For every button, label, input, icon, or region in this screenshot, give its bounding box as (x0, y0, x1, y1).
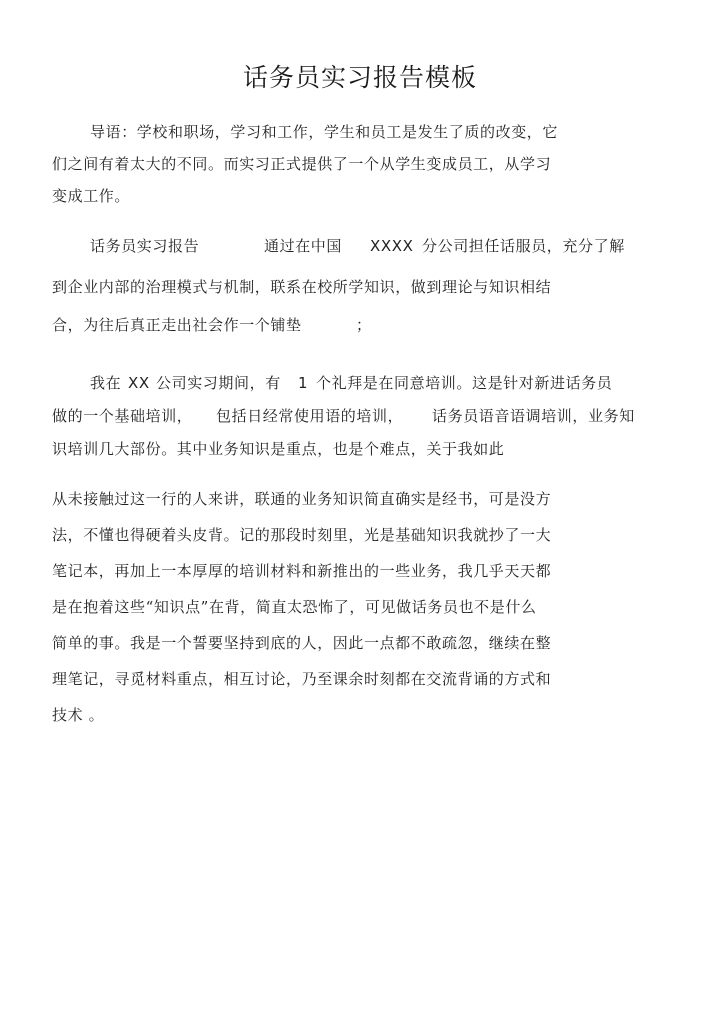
p4-line-6: 理笔记，寻觅材料重点，相互讨论，乃至课余时刻都在交流背诵的方式和 (52, 670, 552, 688)
p1-line-1: 导语：学校和职场，学习和工作，学生和员工是发生了质的改变，它 (90, 123, 559, 141)
p3-line-1-d: 1 (298, 374, 309, 392)
p4-line-3: 笔记本，再加上一本厚厚的培训材料和新推出的一些业务，我几乎天天都 (52, 562, 552, 580)
p1-line-2: 们之间有着太大的不同。而实习正式提供了一个从学生变成员工，从学习 (52, 155, 552, 173)
p1-line-3: 变成工作。 (52, 187, 131, 205)
p3-line-1-c: 公司实习期间，有 (156, 374, 281, 392)
p3-line-3: 识培训几大部份。其中业务知识是重点，也是个难点，关于我如此 (52, 440, 505, 458)
p2-line-3-a: 合，为往后真正走出社会作一个铺垫 (52, 316, 302, 334)
document-title: 话务员实习报告模板 (242, 63, 477, 92)
p4-line-7: 技术 。 (52, 706, 105, 724)
p3-line-1-a: 我在 (90, 374, 122, 392)
p3-line-1-e: 个礼拜是在同意培训。这是针对新进话务员 (316, 374, 613, 392)
p3-line-2-b: 包括日经常使用语的培训， (216, 407, 404, 425)
p2-line-2: 到企业内部的治理模式与机制，联系在校所学知识，做到理论与知识相结 (52, 278, 552, 296)
p2-line-1-c: XXXX (370, 237, 414, 255)
p2-line-3-b: ； (356, 316, 372, 334)
p4-line-1: 从未接触过这一行的人来讲，联通的业务知识简直确实是经书，可是没方 (52, 490, 552, 508)
p4-line-5: 简单的事。我是一个誓要坚持到底的人，因此一点都不敢疏忽，继续在整 (52, 634, 552, 652)
p4-line-2: 法，不懂也得硬着头皮背。记的那段时刻里，光是基础知识我就抄了一大 (52, 526, 552, 544)
p2-line-1-b: 通过在中国 (264, 237, 343, 255)
p3-line-2-c: 话务员语音语调培训，业务知 (432, 407, 635, 425)
p2-line-1-a: 话务员实习报告 (90, 237, 200, 255)
p3-line-1-b: XX (128, 374, 150, 392)
p2-line-1-d: 分公司担任话服员，充分了解 (422, 237, 625, 255)
p3-line-2-a: 做的一个基础培训， (52, 407, 193, 425)
p4-line-4: 是在抱着这些“知识点”在背，简直太恐怖了，可见做话务员也不是什么 (52, 598, 537, 616)
